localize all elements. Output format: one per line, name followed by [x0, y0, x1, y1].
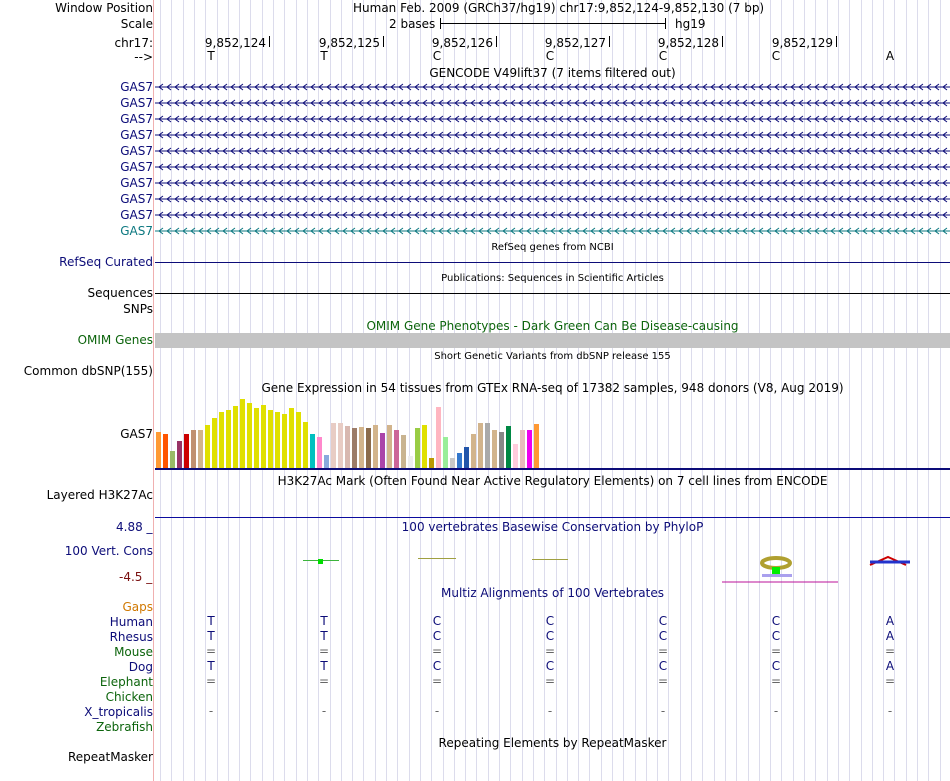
gtex-tissue-bar[interactable] [478, 423, 483, 468]
publications-line[interactable] [155, 293, 950, 294]
multiz-species-label[interactable]: Elephant [99, 675, 153, 689]
scale-bar-left-tick [440, 18, 441, 29]
gtex-tissue-bar[interactable] [520, 430, 525, 468]
gtex-tissue-bar[interactable] [534, 424, 539, 468]
multiz-base: = [657, 674, 669, 688]
gencode-transcript[interactable] [155, 98, 950, 108]
gencode-transcript[interactable] [155, 130, 950, 140]
gencode-item-label[interactable]: GAS7 [120, 160, 153, 174]
phylop-track-title[interactable]: 100 vertebrates Basewise Conservation by PhyloP [401, 520, 704, 534]
label-divider [153, 0, 154, 781]
gtex-tissue-bar[interactable] [247, 403, 252, 468]
gtex-tissue-bar[interactable] [401, 435, 406, 468]
gtex-tissue-bar[interactable] [317, 437, 322, 468]
window-position-value[interactable]: Human Feb. 2009 (GRCh37/hg19) chr17:9,852,124-9,852,130 (7 bp) [353, 1, 765, 15]
gtex-tissue-bar[interactable] [156, 432, 161, 468]
refseq-label[interactable]: RefSeq Curated [59, 255, 153, 269]
omim-label[interactable]: OMIM Genes [77, 333, 153, 347]
multiz-base: - [208, 704, 214, 718]
multiz-species-label[interactable]: Human [109, 615, 153, 629]
ruler-position-label: 9,852,128 [657, 36, 719, 50]
omim-track-title[interactable]: OMIM Gene Phenotypes - Dark Green Can Be Disease-causing [366, 319, 739, 333]
multiz-base: T [320, 659, 328, 673]
phylop-mark-2 [418, 558, 456, 559]
gtex-tissue-bar[interactable] [380, 433, 385, 468]
multiz-base: T [320, 629, 328, 643]
multiz-base: = [431, 674, 443, 688]
gtex-tissue-bar[interactable] [198, 430, 203, 468]
gtex-tissue-bar[interactable] [450, 458, 455, 468]
gtex-tissue-bar[interactable] [408, 456, 413, 468]
gencode-transcript[interactable] [155, 194, 950, 204]
multiz-species-label[interactable]: Rhesus [109, 630, 153, 644]
ruler-base[interactable]: C [658, 49, 668, 63]
multiz-base: = [318, 644, 330, 658]
multiz-base: C [658, 629, 668, 643]
gencode-item-label[interactable]: GAS7 [120, 192, 153, 206]
chrom-label: chr17: [114, 36, 153, 50]
ruler-base[interactable]: T [207, 49, 215, 63]
gtex-tissue-bar[interactable] [303, 422, 308, 468]
gtex-tissue-bar[interactable] [415, 428, 420, 468]
multiz-base: C [545, 629, 555, 643]
multiz-base: - [773, 704, 779, 718]
multiz-species-label[interactable]: Zebrafish [96, 720, 153, 734]
ruler-base[interactable]: C [771, 49, 781, 63]
gencode-transcript[interactable] [155, 162, 950, 172]
phylop-min-label: -4.5 _ [119, 570, 153, 584]
gtex-tissue-bar[interactable] [324, 455, 329, 468]
multiz-base: - [887, 704, 893, 718]
ruler-position-label: 9,852,126 [431, 36, 493, 50]
gencode-item-label[interactable]: GAS7 [120, 112, 153, 126]
gtex-baseline [155, 468, 950, 470]
strand-label: --> [134, 50, 153, 64]
gtex-tissue-bar[interactable] [331, 423, 336, 468]
multiz-base: = [884, 644, 896, 658]
gtex-label[interactable]: GAS7 [120, 427, 153, 441]
gtex-tissue-bar[interactable] [212, 418, 217, 468]
multiz-base: C [545, 659, 555, 673]
gtex-bar-chart[interactable] [156, 396, 536, 468]
gtex-tissue-bar[interactable] [429, 458, 434, 468]
multiz-base: C [545, 614, 555, 628]
publications-track-title[interactable]: Publications: Sequences in Scientific Articles [441, 273, 664, 284]
gtex-tissue-bar[interactable] [513, 444, 518, 468]
multiz-species-label[interactable]: Mouse [114, 645, 153, 659]
multiz-species-label[interactable]: X_tropicalis [84, 705, 153, 719]
gencode-transcript[interactable] [155, 210, 950, 220]
gtex-tissue-bar[interactable] [338, 423, 343, 468]
gtex-tissue-bar[interactable] [492, 430, 497, 468]
multiz-base: A [885, 614, 895, 628]
gtex-tissue-bar[interactable] [170, 451, 175, 468]
refseq-gene-line[interactable] [155, 262, 950, 263]
phylop-logo-a [866, 555, 916, 569]
ruler-base[interactable]: C [432, 49, 442, 63]
multiz-base: = [770, 674, 782, 688]
gencode-track-title[interactable]: GENCODE V49lift37 (7 items filtered out) [429, 66, 676, 80]
gtex-tissue-bar[interactable] [275, 412, 280, 468]
scale-bar-right-tick [665, 18, 666, 29]
gencode-item-label[interactable]: GAS7 [120, 144, 153, 158]
gtex-tissue-bar[interactable] [191, 430, 196, 468]
logo-c-bar [772, 567, 780, 574]
gencode-transcript[interactable] [155, 178, 950, 188]
multiz-species-label[interactable]: Gaps [122, 600, 153, 614]
ruler-base[interactable]: C [545, 49, 555, 63]
h3k27ac-label[interactable]: Layered H3K27Ac [46, 488, 153, 502]
multiz-base: C [771, 629, 781, 643]
multiz-base: C [658, 614, 668, 628]
snps-label[interactable]: SNPs [123, 302, 153, 316]
multiz-base: = [657, 644, 669, 658]
gtex-tissue-bar[interactable] [443, 437, 448, 468]
gencode-item-label[interactable]: GAS7 [120, 224, 153, 238]
ruler-base[interactable]: A [885, 49, 895, 63]
ruler-tick [496, 36, 497, 47]
gencode-item-label[interactable]: GAS7 [120, 176, 153, 190]
multiz-base: C [771, 659, 781, 673]
multiz-base: - [434, 704, 440, 718]
multiz-base: - [547, 704, 553, 718]
logo-c-glyph [762, 558, 790, 568]
gtex-tissue-bar[interactable] [506, 426, 511, 468]
logo-c-shadow [762, 574, 792, 577]
gtex-tissue-bar[interactable] [184, 434, 189, 468]
multiz-base: = [205, 674, 217, 688]
gtex-tissue-bar[interactable] [394, 430, 399, 468]
gtex-tissue-bar[interactable] [240, 399, 245, 468]
gtex-tissue-bar[interactable] [226, 410, 231, 468]
ruler-position-label: 9,852,125 [318, 36, 380, 50]
gtex-tissue-bar[interactable] [177, 441, 182, 468]
gencode-item-label[interactable]: GAS7 [120, 208, 153, 222]
ruler-position-label: 9,852,127 [544, 36, 606, 50]
gtex-tissue-bar[interactable] [163, 434, 168, 468]
gencode-item-label[interactable]: GAS7 [120, 96, 153, 110]
gtex-tissue-bar[interactable] [387, 425, 392, 468]
ruler-tick [722, 36, 723, 47]
gtex-tissue-bar[interactable] [268, 410, 273, 468]
multiz-base: T [207, 629, 215, 643]
multiz-base: = [205, 644, 217, 658]
gtex-tissue-bar[interactable] [359, 427, 364, 468]
multiz-base: - [660, 704, 666, 718]
ruler-tick [269, 36, 270, 47]
multiz-base: C [432, 629, 442, 643]
gtex-tissue-bar[interactable] [296, 412, 301, 468]
multiz-base: = [770, 644, 782, 658]
multiz-base: = [431, 644, 443, 658]
window-position-label: Window Position [55, 1, 153, 15]
ruler-tick [609, 36, 610, 47]
gtex-tissue-bar[interactable] [373, 425, 378, 468]
gtex-tissue-bar[interactable] [471, 434, 476, 468]
multiz-base: C [771, 614, 781, 628]
phylop-label[interactable]: 100 Vert. Cons [64, 544, 153, 558]
multiz-track-title[interactable]: Multiz Alignments of 100 Vertebrates [440, 586, 665, 600]
multiz-base: = [884, 674, 896, 688]
multiz-species-label[interactable]: Dog [128, 660, 153, 674]
multiz-base: = [544, 674, 556, 688]
multiz-base: A [885, 659, 895, 673]
multiz-base: - [321, 704, 327, 718]
gtex-tissue-bar[interactable] [527, 430, 532, 468]
multiz-base: = [318, 674, 330, 688]
scale-value: 2 bases [389, 17, 436, 31]
gtex-tissue-bar[interactable] [352, 428, 357, 468]
gtex-tissue-bar[interactable] [499, 432, 504, 468]
phylop-logo-c [722, 555, 842, 585]
ruler-position-label: 9,852,129 [771, 36, 833, 50]
gtex-tissue-bar[interactable] [345, 426, 350, 468]
gencode-transcript[interactable] [155, 226, 950, 236]
gtex-tissue-bar[interactable] [422, 425, 427, 468]
phylop-mark-3 [532, 559, 568, 560]
phylop-max-label: 4.88 _ [116, 520, 153, 534]
gtex-tissue-bar[interactable] [436, 407, 441, 468]
gencode-transcript[interactable] [155, 146, 950, 156]
dbsnp-label[interactable]: Common dbSNP(155) [23, 364, 153, 378]
gtex-track-title[interactable]: Gene Expression in 54 tissues from GTEx RNA-seq of 17382 samples, 948 donors (V8, Aug 2019) [261, 381, 844, 395]
ruler-tick [836, 36, 837, 47]
repeatmasker-label[interactable]: RepeatMasker [67, 750, 153, 764]
dbsnp-track-title[interactable]: Short Genetic Variants from dbSNP release 155 [434, 351, 671, 362]
gtex-tissue-bar[interactable] [485, 423, 490, 468]
h3k27ac-track-title[interactable]: H3K27Ac Mark (Often Found Near Active Regulatory Elements) on 7 cell lines from ENCODE [277, 474, 828, 488]
gencode-transcript[interactable] [155, 82, 950, 92]
refseq-track-title[interactable]: RefSeq genes from NCBI [491, 242, 614, 253]
gtex-tissue-bar[interactable] [261, 405, 266, 468]
multiz-base: C [658, 659, 668, 673]
scale-assembly: hg19 [675, 17, 706, 31]
gtex-tissue-bar[interactable] [310, 434, 315, 468]
gtex-tissue-bar[interactable] [205, 425, 210, 468]
multiz-base: T [207, 659, 215, 673]
gtex-tissue-bar[interactable] [366, 428, 371, 468]
multiz-base: C [432, 614, 442, 628]
multiz-base: T [207, 614, 215, 628]
ruler-base[interactable]: T [320, 49, 328, 63]
gtex-tissue-bar[interactable] [282, 414, 287, 468]
ruler-tick [383, 36, 384, 47]
gtex-tissue-bar[interactable] [219, 412, 224, 468]
publications-label[interactable]: Sequences [87, 286, 153, 300]
h3k27ac-baseline [155, 517, 950, 518]
gtex-tissue-bar[interactable] [254, 408, 259, 468]
multiz-base: T [320, 614, 328, 628]
omim-feature-bar[interactable] [155, 333, 950, 348]
repeatmasker-track-title[interactable]: Repeating Elements by RepeatMasker [438, 736, 667, 750]
scale-label: Scale [120, 17, 153, 31]
multiz-base: C [432, 659, 442, 673]
gtex-tissue-bar[interactable] [457, 453, 462, 468]
scale-bar [440, 23, 665, 24]
multiz-base: = [544, 644, 556, 658]
gtex-tissue-bar[interactable] [289, 408, 294, 468]
multiz-species-label[interactable]: Chicken [105, 690, 153, 704]
gencode-item-label[interactable]: GAS7 [120, 80, 153, 94]
gencode-transcript[interactable] [155, 114, 950, 124]
gtex-tissue-bar[interactable] [233, 406, 238, 468]
gtex-tissue-bar[interactable] [464, 447, 469, 468]
ruler-position-label: 9,852,124 [204, 36, 266, 50]
phylop-mark-1-peak [318, 559, 323, 564]
multiz-base: A [885, 629, 895, 643]
gencode-item-label[interactable]: GAS7 [120, 128, 153, 142]
